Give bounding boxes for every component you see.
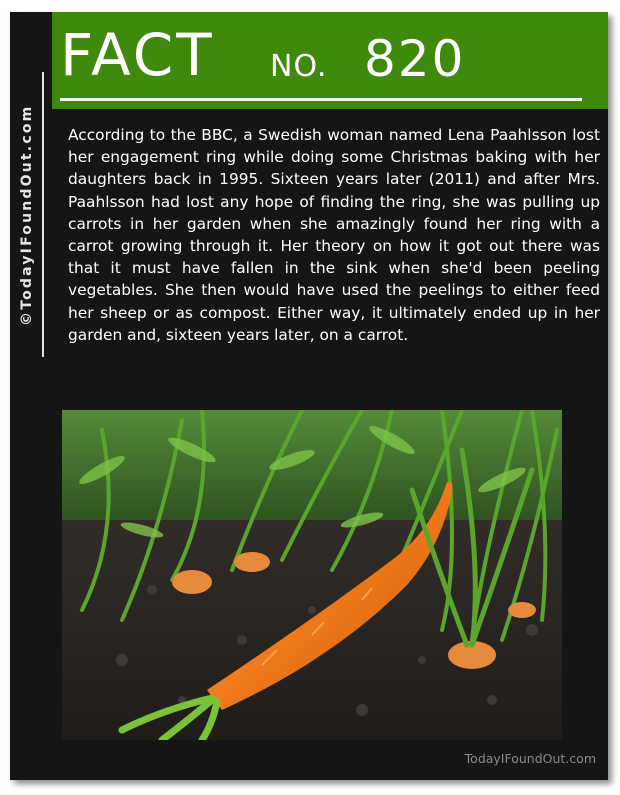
carrot-photo [62, 410, 562, 740]
footer-watermark: TodayIFoundOut.com [464, 751, 596, 766]
fact-number-label: NO. [270, 49, 328, 84]
site-label: ©TodayIFoundOut.com [19, 104, 35, 326]
fact-body: According to the BBC, a Swedish woman named Lena Paahlsson lost her engagement ring while doing some Christmas baking with her daughters back in 1995. Sixteen years later (2011) and after Mrs. Paahlsson had lost any hope of finding the ring, she was pulling up carrots in her garden when she amazingly found her ring with a carrot growing through it. Her theory on how it got out there was that it must have fallen in the sink when she'd been peeling vegetables. She then would have used the peelings to either feed her sheep or as compost. Either way, it ultimately ended up in her garden and, sixteen years later, on a carrot. [68, 126, 600, 344]
sidebar-divider [42, 72, 44, 357]
fact-header [52, 12, 608, 109]
carrot-image [62, 410, 562, 740]
fact-card [10, 12, 608, 780]
fact-number: 820 [364, 30, 466, 88]
header-underline [60, 98, 582, 101]
fact-title: FACT [60, 21, 215, 89]
sidebar [10, 12, 52, 780]
